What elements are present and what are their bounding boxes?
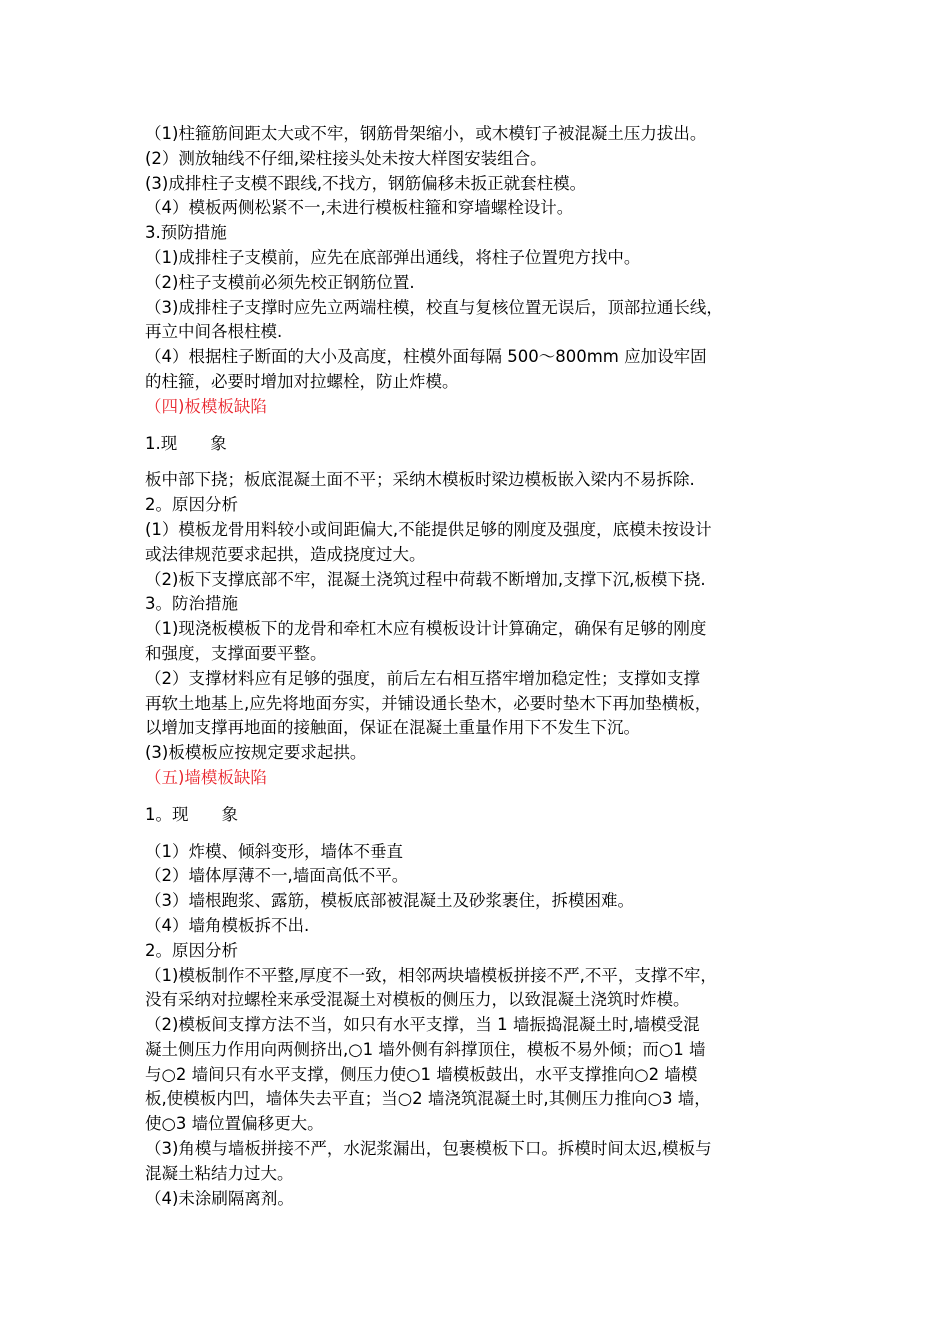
text-line: (3)成排柱子支模不跟线,不找方，钢筋偏移未扳正就套柱模。 bbox=[145, 173, 587, 193]
text-line: （4）根据柱子断面的大小及高度，柱模外面每隔 500～800mm 应加设牢固 bbox=[145, 347, 707, 367]
text-line: (3)板模板应按规定要求起拱。 bbox=[145, 743, 367, 763]
section-heading-slab-formwork: （四)板模板缺陷 bbox=[145, 396, 267, 416]
text-line: 板中部下挠；板底混凝土面不平；采纳木模板时梁边模板嵌入梁内不易拆除. bbox=[145, 470, 695, 490]
text-line: （2）支撑材料应有足够的强度，前后左右相互搭牢增加稳定性；支撑如支撑 bbox=[145, 668, 700, 688]
text-line: 的柱箍，必要时增加对拉螺栓，防止炸模。 bbox=[145, 371, 459, 391]
section-subheading: 3。防治措施 bbox=[145, 594, 238, 614]
text-line: （2)模板间支撑方法不当，如只有水平支撑，当 1 墙振捣混凝土时,墙模受混 bbox=[145, 1015, 700, 1035]
section-subheading: 2。原因分析 bbox=[145, 940, 238, 960]
text-line: （3）墙根跑浆、露筋，模板底部被混凝土及砂浆裹住，拆模困难。 bbox=[145, 891, 634, 911]
text-line: （2)柱子支模前必须先校正钢筋位置. bbox=[145, 272, 415, 292]
text-line: 使○3 墙位置偏移更大。 bbox=[145, 1114, 324, 1134]
text-line: （2)板下支撑底部不牢，混凝土浇筑过程中荷载不断增加,支撑下沉,板模下挠. bbox=[145, 569, 706, 589]
text-line: 没有采纳对拉螺栓来承受混凝土对模板的侧压力，以致混凝土浇筑时炸模。 bbox=[145, 990, 690, 1010]
document-body bbox=[145, 122, 815, 1211]
section-subheading: 2。原因分析 bbox=[145, 495, 238, 515]
text-line: （3)角模与墙板拼接不严，水泥浆漏出，包裹模板下口。拆模时间太迟,模板与 bbox=[145, 1139, 712, 1159]
text-line: （3)成排柱子支撑时应先立两端柱模，校直与复核位置无误后，顶部拉通长线， bbox=[145, 297, 723, 317]
text-line: (2）测放轴线不仔细,梁柱接头处未按大样图安装组合。 bbox=[145, 148, 547, 168]
text-line: 凝土侧压力作用向两侧挤出,○1 墙外侧有斜撑顶住，模板不易外倾；而○1 墙 bbox=[145, 1039, 706, 1059]
text-line: （4）模板两侧松紧不一,未进行模板柱箍和穿墙螺栓设计。 bbox=[145, 198, 574, 218]
section-subheading: 1.现 象 bbox=[145, 433, 227, 453]
text-line: （1）炸模、倾斜变形，墙体不垂直 bbox=[145, 841, 403, 861]
text-line: 再软土地基上,应先将地面夯实，并铺设通长垫木，必要时垫木下再加垫横板， bbox=[145, 693, 712, 713]
text-line: 和强度，支撑面要平整。 bbox=[145, 643, 327, 663]
text-line: 以增加支撑再地面的接触面，保证在混凝土重量作用下不发生下沉。 bbox=[145, 718, 640, 738]
text-line: （1)现浇板模板下的龙骨和牵杠木应有模板设计计算确定，确保有足够的刚度 bbox=[145, 619, 707, 639]
section-heading-wall-formwork: （五)墙模板缺陷 bbox=[145, 767, 267, 787]
text-line: （1)柱箍筋间距太大或不牢，钢筋骨架缩小，或木模钉子被混凝土压力拔出。 bbox=[145, 124, 707, 143]
text-line: （1)模板制作不平整,厚度不一致，相邻两块墙模板拼接不严,不平，支撑不牢， bbox=[145, 965, 717, 985]
text-line: (1）模板龙骨用料较小或间距偏大,不能提供足够的刚度及强度，底模未按设计 bbox=[145, 519, 712, 539]
section-subheading: 3.预防措施 bbox=[145, 223, 227, 243]
text-line: 或法律规范要求起拱，造成挠度过大。 bbox=[145, 544, 426, 564]
text-line: （4）墙角模板拆不出. bbox=[145, 915, 310, 935]
text-line: 板,使模板内凹，墙体失去平直；当○2 墙浇筑混凝土时,其侧压力推向○3 墙， bbox=[145, 1089, 711, 1109]
text-line: 混凝土粘结力过大。 bbox=[145, 1163, 294, 1183]
text-line: 与○2 墙间只有水平支撑，侧压力使○1 墙模板鼓出，水平支撑推向○2 墙模 bbox=[145, 1064, 698, 1084]
text-line: （4)未涂刷隔离剂。 bbox=[145, 1188, 294, 1208]
text-line: 再立中间各根柱模. bbox=[145, 322, 283, 342]
section-subheading: 1。现 象 bbox=[145, 804, 238, 824]
text-line: （2）墙体厚薄不一,墙面高低不平。 bbox=[145, 866, 409, 886]
text-line: （1)成排柱子支模前，应先在底部弹出通线，将柱子位置兜方找中。 bbox=[145, 247, 641, 267]
